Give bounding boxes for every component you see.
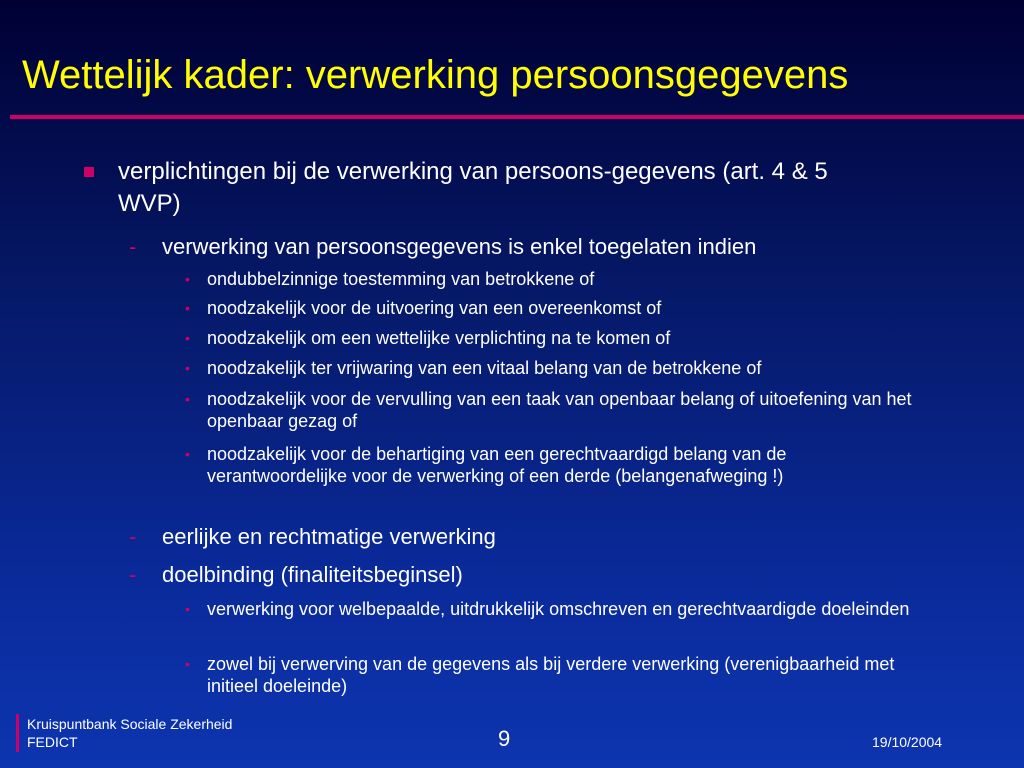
sub-bullet-fair-processing: eerlijke en rechtmatige verwerking xyxy=(162,524,496,549)
dash-bullet-icon: - xyxy=(129,234,137,259)
dot-bullet-icon: • xyxy=(185,391,190,407)
dot-bullet-icon: • xyxy=(185,271,190,287)
sub-bullet-purpose-limitation: doelbinding (finaliteitsbeginsel) xyxy=(162,562,463,587)
condition-item: noodzakelijk voor de vervulling van een taak van openbaar belang of uitoefening van het openbaar gezag of xyxy=(207,389,912,431)
condition-item: noodzakelijk voor de behartiging van een gerechtvaardigd belang van de verantwoordelijke voor de verwerking of een derde (belangenafweging !) xyxy=(207,444,787,486)
purpose-item: zowel bij verwerving van de gegevens als bij verdere verwerking (verenigbaarheid met initieel doeleinde) xyxy=(207,654,895,696)
bullet-obligations: verplichtingen bij de verwerking van persoons-gegevens (art. 4 & 5 WVP) xyxy=(118,158,828,217)
footer-date: 19/10/2004 xyxy=(872,734,943,750)
condition-item: noodzakelijk voor de uitvoering van een overeenkomst of xyxy=(207,298,662,318)
page-number: 9 xyxy=(498,726,511,751)
footer-divider xyxy=(16,714,19,752)
square-bullet-icon xyxy=(84,167,94,177)
dot-bullet-icon: • xyxy=(185,446,190,462)
purpose-item: verwerking voor welbepaalde, uitdrukkelijk omschreven en gerechtvaardigde doeleinden xyxy=(207,599,910,619)
dash-bullet-icon: - xyxy=(129,524,137,549)
footer-organization xyxy=(27,715,232,751)
footer-org-line-2: FEDICT xyxy=(27,734,78,750)
dot-bullet-icon: • xyxy=(185,300,190,316)
condition-item: ondubbelzinnige toestemming van betrokkene of xyxy=(207,269,595,289)
dot-bullet-icon: • xyxy=(185,601,190,617)
condition-item: noodzakelijk ter vrijwaring van een vitaal belang van de betrokkene of xyxy=(207,358,762,378)
slide-title: Wettelijk kader: verwerking persoonsgegevens xyxy=(22,53,849,97)
dot-bullet-icon: • xyxy=(185,330,190,346)
dot-bullet-icon: • xyxy=(185,656,190,672)
dash-bullet-icon: - xyxy=(129,562,137,587)
sub-bullet-conditions: verwerking van persoonsgegevens is enkel toegelaten indien xyxy=(162,234,757,259)
footer-org-line-1: Kruispuntbank Sociale Zekerheid xyxy=(27,716,233,732)
condition-item: noodzakelijk om een wettelijke verplichting na te komen of xyxy=(207,328,671,348)
dot-bullet-icon: • xyxy=(185,360,190,376)
